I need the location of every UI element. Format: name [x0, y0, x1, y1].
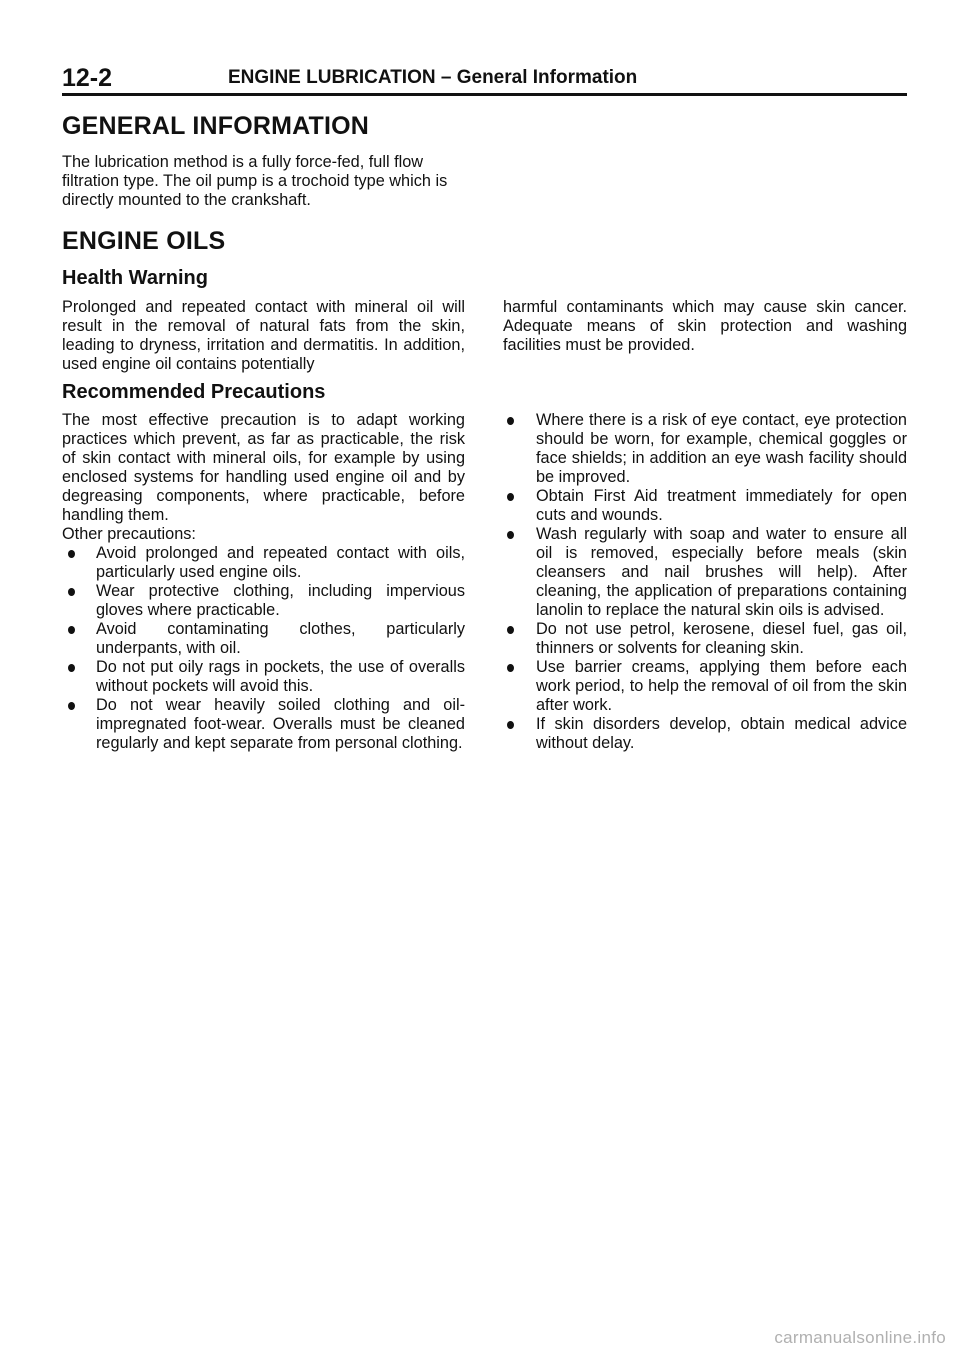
- running-title: [228, 67, 637, 89]
- bullet-icon: [68, 550, 75, 558]
- recommended-precautions-heading: Recommended Precautions: [62, 381, 326, 403]
- list-item: [62, 696, 465, 753]
- watermark[interactable]: carmanualsonline.info: [774, 1328, 946, 1347]
- bullet-icon: [507, 493, 514, 501]
- list-item: [503, 411, 907, 487]
- list-item-text: Use barrier creams, applying them before each work period, to help the removal of oil from the skin after work.: [536, 658, 907, 714]
- bullet-icon: [68, 588, 75, 596]
- bullet-icon: [68, 702, 75, 710]
- list-item-text: Do not put oily rags in pockets, the use of overalls without pockets will avoid this.: [96, 658, 465, 695]
- title-separator: –: [440, 67, 452, 88]
- header-rule: [62, 93, 907, 96]
- health-warning-heading: Health Warning: [62, 267, 208, 289]
- bullet-icon: [68, 626, 75, 634]
- list-item: [62, 544, 465, 582]
- bullet-icon: [507, 626, 514, 634]
- bullet-icon: [507, 721, 514, 729]
- bullet-icon: [68, 664, 75, 672]
- list-item: [62, 620, 465, 658]
- list-item: [503, 620, 907, 658]
- precautions-left-column: [62, 411, 465, 753]
- health-warning-text-left: Prolonged and repeated contact with mineral oil will result in the removal of natural fats from the skin, leading to dryness, irritation and dermatitis. In addition, used engine oil contains potentially: [62, 298, 465, 373]
- health-warning-text-right: harmful contaminants which may cause skin cancer. Adequate means of skin protection and washing facilities must be provided.: [503, 298, 907, 354]
- list-item-text: Where there is a risk of eye contact, eye protection should be worn, for example, chemical goggles or face shields; in addition an eye wash facility should be improved.: [536, 411, 907, 486]
- other-precautions-label: Other precautions:: [62, 525, 196, 543]
- list-item-text: If skin disorders develop, obtain medical advice without delay.: [536, 715, 907, 752]
- bullet-icon: [507, 664, 514, 672]
- list-item: [503, 525, 907, 620]
- list-item-text: Do not wear heavily soiled clothing and oil-impregnated foot-wear. Overalls must be cleaned regularly and kept separate from personal clothing.: [96, 696, 465, 752]
- list-item: [503, 658, 907, 715]
- precautions-list-left: [62, 544, 465, 753]
- precautions-intro: The most effective precaution is to adapt working practices which prevent, as far as practicable, the risk of skin contact with mineral oils, for example by using enclosed systems for handling used engine oil and by degreasing components, where practicable, before handling them.: [62, 411, 465, 524]
- page-number: 12-2: [62, 64, 113, 92]
- bullet-icon: [507, 417, 514, 425]
- list-item: [62, 658, 465, 696]
- list-item-text: Avoid prolonged and repeated contact with oils, particularly used engine oils.: [96, 544, 465, 581]
- list-item-text: Wear protective clothing, including impervious gloves where practicable.: [96, 582, 465, 619]
- list-item: [503, 487, 907, 525]
- engine-oils-heading: ENGINE OILS: [62, 227, 226, 255]
- bullet-icon: [507, 531, 514, 539]
- subsection-title: General Information: [456, 67, 638, 88]
- list-item-text: Do not use petrol, kerosene, diesel fuel, gas oil, thinners or solvents for cleaning skin.: [536, 620, 907, 657]
- general-information-heading: GENERAL INFORMATION: [62, 112, 370, 140]
- list-item-text: Obtain First Aid treatment immediately for open cuts and wounds.: [536, 487, 907, 524]
- list-item: [503, 715, 907, 753]
- list-item: [62, 582, 465, 620]
- list-item-text: Avoid contaminating clothes, particularly underpants, with oil.: [96, 620, 465, 657]
- section-title: ENGINE LUBRICATION: [228, 67, 436, 88]
- list-item-text: Wash regularly with soap and water to ensure all oil is removed, especially before meals (skin cleansers and nail brushes will help). After cleaning, the application of preparations containing lanolin to replace the natural skin oils is advised.: [536, 525, 907, 619]
- precautions-right-column: [503, 411, 907, 753]
- precautions-list-right: [503, 411, 907, 753]
- general-information-text: The lubrication method is a fully force-fed, full flow filtration type. The oil pump is a trochoid type which is directly mounted to the crankshaft.: [62, 153, 448, 209]
